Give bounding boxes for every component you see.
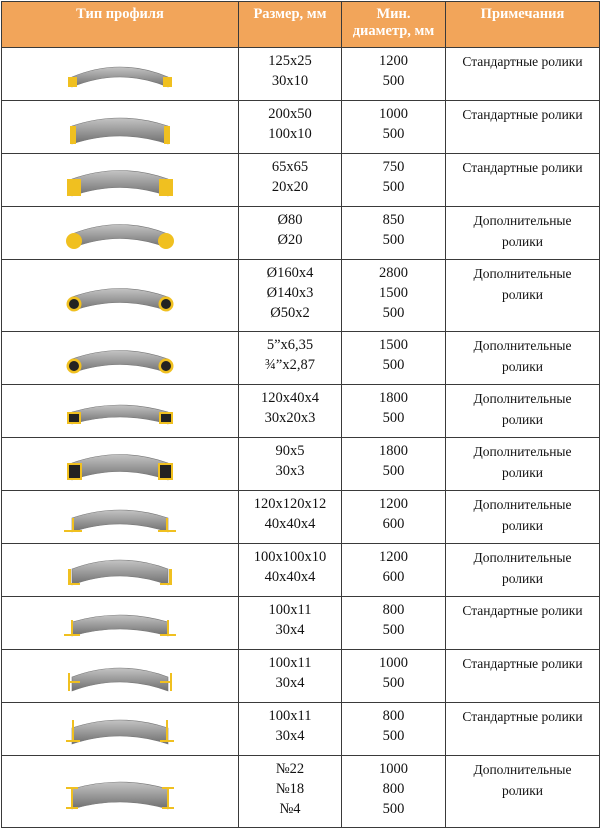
min-diameter-cell — [342, 260, 446, 332]
note-cell-line: Стандартные ролики — [462, 656, 583, 671]
note-cell-line: ролики — [501, 571, 544, 586]
min-diameter-cell-line: 1500 — [379, 337, 408, 353]
angle-out-icon — [60, 494, 180, 540]
size-cell-line: 20x20 — [271, 179, 309, 195]
round-bar-icon — [60, 210, 180, 256]
square-bar-icon — [60, 157, 180, 203]
min-diameter-cell-line: 1200 — [379, 496, 408, 512]
note-cell — [446, 207, 600, 260]
table-row — [2, 207, 600, 260]
size-cell-line: 30x4 — [275, 728, 305, 744]
size-cell — [239, 650, 342, 703]
note-cell-line: ролики — [501, 359, 544, 374]
size-cell — [239, 101, 342, 154]
note-cell — [446, 491, 600, 544]
note-cell — [446, 101, 600, 154]
table-row — [2, 385, 600, 438]
size-cell — [239, 491, 342, 544]
min-diameter-cell-line: 1200 — [379, 53, 408, 69]
size-cell — [239, 597, 342, 650]
flat-bar-icon — [60, 51, 180, 97]
min-diameter-cell-line: 750 — [382, 159, 405, 175]
note-cell — [446, 154, 600, 207]
note-cell — [446, 260, 600, 332]
profile-image-cell — [2, 703, 239, 756]
size-cell — [239, 385, 342, 438]
header-profile-type: Тип профиля — [2, 2, 239, 48]
note-cell-line: ролики — [501, 783, 544, 798]
t-bar-flange-icon — [60, 706, 180, 752]
note-cell — [446, 48, 600, 101]
size-cell-line: 100x10 — [268, 126, 312, 142]
size-cell-line: 30x3 — [275, 463, 305, 479]
rect-pipe-icon — [60, 388, 180, 434]
channel-icon — [60, 769, 180, 815]
note-cell — [446, 756, 600, 828]
profile-image-cell — [2, 544, 239, 597]
note-cell-line: Дополнительные — [473, 550, 572, 565]
table-row — [2, 650, 600, 703]
min-diameter-cell — [342, 491, 446, 544]
table-row — [2, 260, 600, 332]
min-diameter-cell — [342, 597, 446, 650]
profile-image-cell — [2, 491, 239, 544]
min-diameter-cell-line: 1200 — [379, 549, 408, 565]
profile-image-cell — [2, 48, 239, 101]
size-cell-line: Ø80 — [277, 212, 303, 228]
size-cell-line: 40x40x4 — [264, 516, 316, 532]
profile-image-cell — [2, 207, 239, 260]
note-cell-line: Стандартные ролики — [462, 709, 583, 724]
table-row — [2, 438, 600, 491]
min-diameter-cell-line: 1500 — [379, 285, 408, 301]
note-cell-line: ролики — [501, 412, 544, 427]
note-cell-line: ролики — [501, 465, 544, 480]
min-diameter-cell-line: 500 — [382, 305, 405, 321]
min-diameter-cell — [342, 385, 446, 438]
profile-image-cell — [2, 650, 239, 703]
note-cell-line: ролики — [501, 287, 544, 302]
note-cell-line: Дополнительные — [473, 266, 572, 281]
note-cell-line: ролики — [501, 518, 544, 533]
min-diameter-cell — [342, 332, 446, 385]
min-diameter-cell-line: 600 — [382, 516, 405, 532]
note-cell-line: Стандартные ролики — [462, 160, 583, 175]
note-cell-line: Дополнительные — [473, 762, 572, 777]
min-diameter-cell — [342, 650, 446, 703]
min-diameter-cell-line: 800 — [382, 781, 405, 797]
note-cell — [446, 544, 600, 597]
square-pipe-icon — [60, 441, 180, 487]
min-diameter-cell — [342, 48, 446, 101]
note-cell-line: ролики — [501, 234, 544, 249]
size-cell-line: 30x4 — [275, 675, 305, 691]
min-diameter-cell-line: 500 — [382, 728, 405, 744]
size-cell-line: 100x11 — [268, 708, 312, 724]
header-size: Размер, мм — [239, 2, 342, 48]
size-cell-line: №18 — [275, 781, 305, 797]
min-diameter-cell — [342, 703, 446, 756]
min-diameter-cell-line: 2800 — [379, 265, 408, 281]
round-pipe-icon — [60, 273, 180, 319]
size-cell — [239, 544, 342, 597]
header-min-diameter-line2: диаметр, мм — [352, 23, 435, 39]
min-diameter-cell-line: 600 — [382, 569, 405, 585]
note-cell-line: Дополнительные — [473, 391, 572, 406]
min-diameter-cell-line: 1800 — [379, 390, 408, 406]
min-diameter-cell-line: 500 — [382, 126, 405, 142]
table-row — [2, 154, 600, 207]
table-row — [2, 703, 600, 756]
min-diameter-cell-line: 500 — [382, 232, 405, 248]
header-row — [2, 2, 600, 48]
header-min-diameter-line1: Мин. — [376, 6, 411, 22]
min-diameter-cell-line: 1800 — [379, 443, 408, 459]
size-cell-line: 100x100x10 — [253, 549, 327, 565]
note-cell-line: Дополнительные — [473, 213, 572, 228]
table-row — [2, 597, 600, 650]
profiles-table — [1, 1, 600, 828]
size-cell — [239, 438, 342, 491]
table-row — [2, 101, 600, 154]
size-cell-line: 40x40x4 — [264, 569, 316, 585]
note-cell — [446, 332, 600, 385]
size-cell-line: №22 — [275, 761, 305, 777]
header-min-diameter — [342, 2, 446, 48]
size-cell — [239, 48, 342, 101]
note-cell — [446, 703, 600, 756]
min-diameter-cell — [342, 154, 446, 207]
min-diameter-cell-line: 1000 — [379, 761, 408, 777]
table-row — [2, 491, 600, 544]
size-cell-line: №4 — [279, 801, 301, 817]
min-diameter-cell — [342, 438, 446, 491]
size-cell-line: 120x40x4 — [261, 390, 319, 406]
inch-pipe-icon — [60, 335, 180, 381]
angle-in-icon — [60, 547, 180, 593]
size-cell-line: 30x4 — [275, 622, 305, 638]
size-cell-line: 30x10 — [271, 73, 309, 89]
note-cell-line: Дополнительные — [473, 497, 572, 512]
min-diameter-cell-line: 850 — [382, 212, 405, 228]
size-cell-line: 200x50 — [268, 106, 312, 122]
min-diameter-cell-line: 500 — [382, 357, 405, 373]
min-diameter-cell-line: 500 — [382, 675, 405, 691]
min-diameter-cell-line: 500 — [382, 463, 405, 479]
size-cell-line: 100x11 — [268, 655, 312, 671]
size-cell — [239, 703, 342, 756]
note-cell — [446, 597, 600, 650]
profile-image-cell — [2, 385, 239, 438]
size-cell — [239, 332, 342, 385]
t-bar-in-icon — [60, 653, 180, 699]
size-cell-line: 65x65 — [271, 159, 309, 175]
size-cell-line: ¾”x2,87 — [265, 357, 315, 373]
min-diameter-cell — [342, 544, 446, 597]
size-cell-line: Ø20 — [277, 232, 303, 248]
note-cell-line: Дополнительные — [473, 444, 572, 459]
min-diameter-cell-line: 500 — [382, 801, 405, 817]
table-row — [2, 48, 600, 101]
size-cell — [239, 756, 342, 828]
size-cell — [239, 207, 342, 260]
size-cell-line: 90x5 — [275, 443, 305, 459]
profile-image-cell — [2, 332, 239, 385]
table-row — [2, 332, 600, 385]
size-cell-line: Ø140x3 — [266, 285, 314, 301]
profile-image-cell — [2, 154, 239, 207]
note-cell-line: Стандартные ролики — [462, 107, 583, 122]
min-diameter-cell-line: 1000 — [379, 106, 408, 122]
profile-image-cell — [2, 597, 239, 650]
size-cell-line: 30x20x3 — [264, 410, 316, 426]
min-diameter-cell-line: 500 — [382, 622, 405, 638]
min-diameter-cell — [342, 756, 446, 828]
min-diameter-cell-line: 1000 — [379, 655, 408, 671]
min-diameter-cell-line: 500 — [382, 410, 405, 426]
min-diameter-cell — [342, 101, 446, 154]
size-cell-line: 120x120x12 — [253, 496, 327, 512]
note-cell-line: Стандартные ролики — [462, 603, 583, 618]
note-cell-line: Стандартные ролики — [462, 54, 583, 69]
t-bar-out-icon — [60, 600, 180, 646]
size-cell-line: 5”x6,35 — [266, 337, 314, 353]
size-cell-line: Ø50x2 — [270, 305, 310, 321]
note-cell — [446, 650, 600, 703]
min-diameter-cell-line: 500 — [382, 179, 405, 195]
min-diameter-cell-line: 800 — [382, 708, 405, 724]
header-notes: Примечания — [446, 2, 600, 48]
size-cell-line: 125x25 — [268, 53, 312, 69]
table-row — [2, 756, 600, 828]
profile-image-cell — [2, 260, 239, 332]
size-cell — [239, 154, 342, 207]
size-cell-line: 100x11 — [268, 602, 312, 618]
note-cell — [446, 438, 600, 491]
min-diameter-cell — [342, 207, 446, 260]
profile-image-cell — [2, 438, 239, 491]
size-cell-line: Ø160x4 — [266, 265, 314, 281]
size-cell — [239, 260, 342, 332]
min-diameter-cell-line: 500 — [382, 73, 405, 89]
flat-bar-edge-icon — [60, 104, 180, 150]
note-cell — [446, 385, 600, 438]
note-cell-line: Дополнительные — [473, 338, 572, 353]
profile-image-cell — [2, 101, 239, 154]
min-diameter-cell-line: 800 — [382, 602, 405, 618]
table-row — [2, 544, 600, 597]
profile-image-cell — [2, 756, 239, 828]
